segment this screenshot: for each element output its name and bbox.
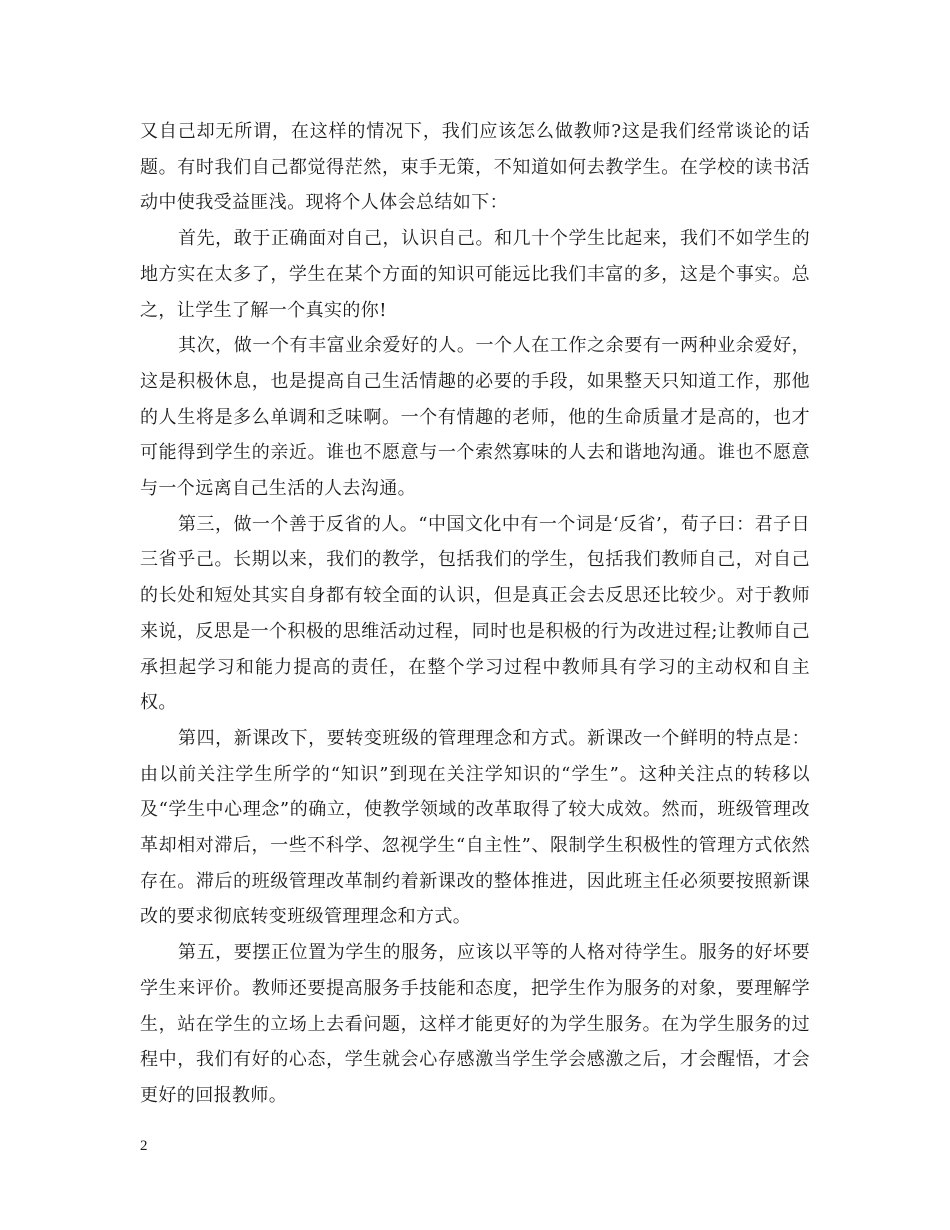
paragraph-fifth: 第五，要摆正位置为学生的服务，应该以平等的人格对待学生。服务的好坏要学生来评价。教师还要提高服务手技能和态度，把学生作为服务的对象，要理解学生，站在学生的立场上去看问题，这样才能更好的为学生服务。在为学生服务的过程中，我们有好的心态，学生就会心存感激当学生学会感激之后，才会醒悟，才会更好的回报教师。 xyxy=(140,942,810,1106)
paragraph-third: 第三，做一个善于反省的人。“中国文化中有一个词是‘反省’，荀子曰：君子日三省乎己。长期以来，我们的教学，包括我们的学生，包括我们教师自己，对自己的长处和短处其实自身都有较全面的认识，但是真正会去反思还比较少。对于教师来说，反思是一个积极的思维活动过程，同时也是积极的行为改进过程;让教师自己承担起学习和能力提高的责任，在整个学习过程中教师具有学习的主动权和自主权。 xyxy=(140,513,810,714)
body-text xyxy=(140,114,810,1114)
paragraph-first: 首先，敢于正确面对自己，认识自己。和几十个学生比起来，我们不如学生的地方实在太多了，学生在某个方面的知识可能远比我们丰富的多，这是个事实。总之，让学生了解一个真实的你! xyxy=(140,228,810,321)
paragraph-fourth: 第四，新课改下，要转变班级的管理理念和方式。新课改一个鲜明的特点是：由以前关注学生所学的“知识”到现在关注学知识的“学生”。这种关注点的转移以及“学生中心理念”的确立，使教学领域的改革取得了较大成效。然而，班级管理改革却相对滞后，一些不科学、忽视学生“自主性”、限制学生积极性的管理方式依然存在。滞后的班级管理改革制约着新课改的整体推进，因此班主任必须要按照新课改的要求彻底转变班级管理理念和方式。 xyxy=(140,727,810,928)
page-number: 2 xyxy=(140,1138,148,1154)
paragraph-second: 其次，做一个有丰富业余爱好的人。一个人在工作之余要有一两种业余爱好，这是积极休息，也是提高自己生活情趣的必要的手段，如果整天只知道工作，那他的人生将是多么单调和乏味啊。一个有情趣的老师，他的生命质量才是高的，也才可能得到学生的亲近。谁也不愿意与一个索然寡味的人去和谐地沟通。谁也不愿意与一个远离自己生活的人去沟通。 xyxy=(140,335,810,500)
paragraph-continuation: 又自己却无所谓，在这样的情况下，我们应该怎么做教师?这是我们经常谈论的话题。有时我们自己都觉得茫然，束手无策，不知道如何去教学生。在学校的读书活动中使我受益匪浅。现将个人体会总结如下： xyxy=(140,121,810,214)
